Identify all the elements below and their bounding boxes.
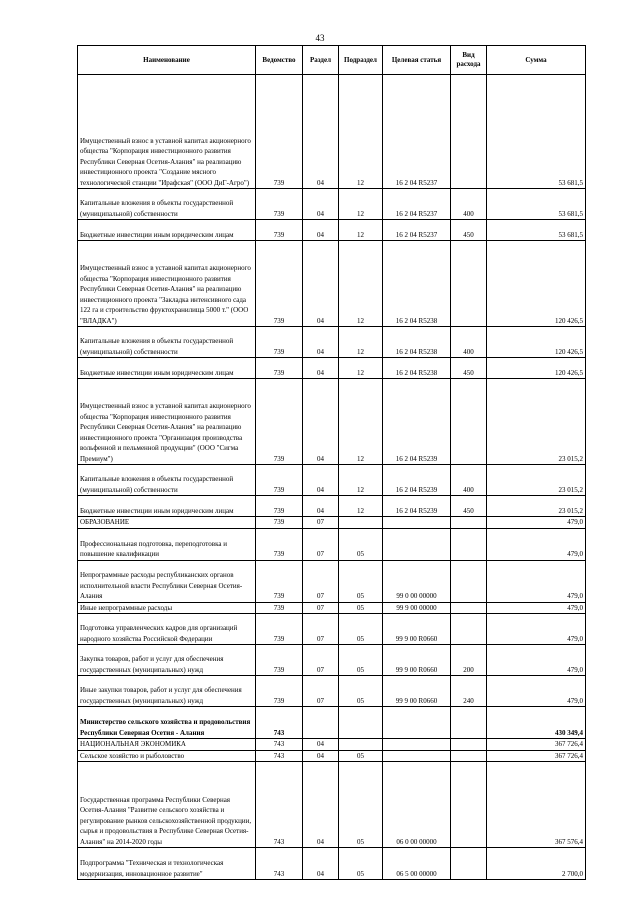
cell-expense-type: 450 bbox=[451, 358, 487, 379]
cell-name: Непрограммные расходы республиканских органов исполнительной власти Республики Северная Осетия-Алания bbox=[78, 560, 256, 602]
cell-subsection: 12 bbox=[339, 220, 383, 241]
cell-target-article: 99 9 00 R0660 bbox=[383, 676, 451, 707]
cell-department: 739 bbox=[256, 379, 303, 465]
cell-department: 739 bbox=[256, 220, 303, 241]
cell-amount: 53 681,5 bbox=[487, 75, 586, 189]
table-row bbox=[78, 602, 586, 614]
cell-department: 743 bbox=[256, 848, 303, 880]
cell-expense-type bbox=[451, 75, 487, 189]
cell-expense-type bbox=[451, 602, 487, 614]
cell-subsection: 12 bbox=[339, 358, 383, 379]
cell-section: 04 bbox=[303, 220, 339, 241]
cell-department: 739 bbox=[256, 189, 303, 220]
cell-department: 739 bbox=[256, 602, 303, 614]
cell-target-article: 16 2 04 R5239 bbox=[383, 496, 451, 517]
cell-department: 739 bbox=[256, 327, 303, 358]
cell-name: Капитальные вложения в объекты государственной (муниципальной) собственности bbox=[78, 189, 256, 220]
table-row bbox=[78, 739, 586, 751]
table-row bbox=[78, 75, 586, 189]
cell-section: 04 bbox=[303, 379, 339, 465]
cell-expense-type: 200 bbox=[451, 645, 487, 676]
cell-name: Сельское хозяйство и рыболовство bbox=[78, 750, 256, 762]
cell-expense-type: 400 bbox=[451, 189, 487, 220]
cell-amount: 23 015,2 bbox=[487, 465, 586, 496]
cell-name: ОБРАЗОВАНИЕ bbox=[78, 517, 256, 529]
cell-subsection: 05 bbox=[339, 645, 383, 676]
cell-name: Подпрограмма "Техническая и технологическая модернизация, инновационное развитие" bbox=[78, 848, 256, 880]
cell-section: 04 bbox=[303, 465, 339, 496]
cell-target-article bbox=[383, 528, 451, 560]
table-row bbox=[78, 496, 586, 517]
header-section: Раздел bbox=[303, 46, 339, 75]
cell-name: Имущественный взнос в уставной капитал акционерного общества "Корпорация инвестиционного развития Республики Северная Осетия-Алания" на реализацию инвестиционного проекта "Создание мясного технологической станции "Ирафская" (ООО ДиГ-Агро") bbox=[78, 75, 256, 189]
cell-section: 04 bbox=[303, 739, 339, 751]
header-expense-type: Вид расхода bbox=[451, 46, 487, 75]
cell-subsection bbox=[339, 707, 383, 739]
cell-subsection bbox=[339, 517, 383, 529]
cell-target-article: 16 2 04 R5238 bbox=[383, 241, 451, 327]
cell-department: 739 bbox=[256, 676, 303, 707]
cell-amount: 23 015,2 bbox=[487, 379, 586, 465]
cell-section: 07 bbox=[303, 614, 339, 645]
header-name: Наименование bbox=[78, 46, 256, 75]
table-row bbox=[78, 241, 586, 327]
cell-section: 04 bbox=[303, 327, 339, 358]
header-department: Ведомство bbox=[256, 46, 303, 75]
cell-expense-type: 240 bbox=[451, 676, 487, 707]
cell-target-article bbox=[383, 517, 451, 529]
cell-subsection: 12 bbox=[339, 379, 383, 465]
cell-department: 739 bbox=[256, 496, 303, 517]
cell-target-article: 99 0 00 00000 bbox=[383, 560, 451, 602]
cell-section: 04 bbox=[303, 750, 339, 762]
cell-amount: 120 426,5 bbox=[487, 358, 586, 379]
cell-amount: 367 726,4 bbox=[487, 750, 586, 762]
cell-section: 07 bbox=[303, 528, 339, 560]
cell-amount: 479,0 bbox=[487, 676, 586, 707]
cell-amount: 53 681,5 bbox=[487, 220, 586, 241]
cell-name: Иные закупки товаров, работ и услуг для обеспечения государственных (муниципальных) нужд bbox=[78, 676, 256, 707]
table-row bbox=[78, 750, 586, 762]
cell-target-article: 16 2 04 R5237 bbox=[383, 189, 451, 220]
cell-department: 739 bbox=[256, 528, 303, 560]
cell-section: 07 bbox=[303, 560, 339, 602]
cell-name: Бюджетные инвестиции иным юридическим лицам bbox=[78, 496, 256, 517]
cell-name: Имущественный взнос в уставной капитал акционерного общества "Корпорация инвестиционного развития Республики Северная Осетия-Алания" на реализацию инвестиционного проекта "Закладка интенсивного сада 122 га и строительство фруктохранилища 5000 т." (ООО "ВЛАДКА") bbox=[78, 241, 256, 327]
cell-expense-type: 400 bbox=[451, 465, 487, 496]
table-row bbox=[78, 707, 586, 739]
cell-department: 739 bbox=[256, 465, 303, 496]
cell-amount: 53 681,5 bbox=[487, 189, 586, 220]
cell-target-article: 16 2 04 R5239 bbox=[383, 379, 451, 465]
cell-expense-type: 450 bbox=[451, 496, 487, 517]
cell-amount: 2 700,0 bbox=[487, 848, 586, 880]
cell-amount: 120 426,5 bbox=[487, 241, 586, 327]
cell-name: Государственная программа Республики Северная Осетия-Алания "Развитие сельского хозяйства и регулирование рынков сельскохозяйственной продукции, сырья и продовольствия в Республике Северная Осетия-Алания" на 2014-2020 годы bbox=[78, 762, 256, 848]
cell-subsection bbox=[339, 739, 383, 751]
table-row bbox=[78, 189, 586, 220]
cell-section: 04 bbox=[303, 241, 339, 327]
cell-name: Министерство сельского хозяйства и продовольствия Республики Северная Осетия - Алания bbox=[78, 707, 256, 739]
cell-expense-type bbox=[451, 517, 487, 529]
cell-section: 04 bbox=[303, 848, 339, 880]
cell-target-article bbox=[383, 739, 451, 751]
table-row bbox=[78, 379, 586, 465]
table-row bbox=[78, 358, 586, 379]
cell-amount: 479,0 bbox=[487, 602, 586, 614]
cell-section: 04 bbox=[303, 189, 339, 220]
cell-amount: 430 349,4 bbox=[487, 707, 586, 739]
cell-amount: 479,0 bbox=[487, 517, 586, 529]
cell-subsection: 12 bbox=[339, 241, 383, 327]
cell-subsection: 05 bbox=[339, 750, 383, 762]
cell-amount: 120 426,5 bbox=[487, 327, 586, 358]
cell-expense-type bbox=[451, 379, 487, 465]
cell-subsection: 05 bbox=[339, 614, 383, 645]
table-row bbox=[78, 220, 586, 241]
cell-department: 739 bbox=[256, 560, 303, 602]
cell-amount: 367 726,4 bbox=[487, 739, 586, 751]
table-row bbox=[78, 465, 586, 496]
cell-amount: 479,0 bbox=[487, 614, 586, 645]
cell-department: 743 bbox=[256, 707, 303, 739]
table-header-row bbox=[78, 46, 586, 75]
cell-section: 04 bbox=[303, 762, 339, 848]
cell-name: Иные непрограммные расходы bbox=[78, 602, 256, 614]
table-row bbox=[78, 327, 586, 358]
cell-subsection: 05 bbox=[339, 676, 383, 707]
budget-table bbox=[77, 45, 586, 880]
cell-subsection: 05 bbox=[339, 762, 383, 848]
table-row bbox=[78, 517, 586, 529]
cell-department: 743 bbox=[256, 750, 303, 762]
cell-department: 743 bbox=[256, 762, 303, 848]
table-body bbox=[78, 75, 586, 880]
cell-target-article: 16 2 04 R5238 bbox=[383, 327, 451, 358]
cell-expense-type bbox=[451, 848, 487, 880]
cell-section: 07 bbox=[303, 517, 339, 529]
cell-amount: 479,0 bbox=[487, 528, 586, 560]
cell-subsection: 12 bbox=[339, 465, 383, 496]
cell-expense-type: 400 bbox=[451, 327, 487, 358]
cell-section: 04 bbox=[303, 75, 339, 189]
table-row bbox=[78, 528, 586, 560]
cell-subsection: 05 bbox=[339, 848, 383, 880]
cell-subsection: 12 bbox=[339, 75, 383, 189]
cell-target-article: 16 2 04 R5237 bbox=[383, 220, 451, 241]
cell-section bbox=[303, 707, 339, 739]
cell-name: Бюджетные инвестиции иным юридическим лицам bbox=[78, 358, 256, 379]
cell-target-article: 99 9 00 R0660 bbox=[383, 614, 451, 645]
cell-name: Имущественный взнос в уставной капитал акционерного общества "Корпорация инвестиционного развития Республики Северная Осетия-Алания" на реализацию инвестиционного проекта "Организация производства вольфенной и пельменной продукции" (ООО "Сигма Премиум") bbox=[78, 379, 256, 465]
cell-target-article: 06 5 00 00000 bbox=[383, 848, 451, 880]
cell-amount: 479,0 bbox=[487, 645, 586, 676]
cell-department: 739 bbox=[256, 517, 303, 529]
cell-expense-type bbox=[451, 528, 487, 560]
cell-section: 04 bbox=[303, 358, 339, 379]
cell-amount: 479,0 bbox=[487, 560, 586, 602]
cell-target-article bbox=[383, 750, 451, 762]
cell-amount: 23 015,2 bbox=[487, 496, 586, 517]
cell-section: 07 bbox=[303, 676, 339, 707]
table-row bbox=[78, 848, 586, 880]
cell-target-article bbox=[383, 707, 451, 739]
cell-department: 739 bbox=[256, 241, 303, 327]
cell-target-article: 99 9 00 R0660 bbox=[383, 645, 451, 676]
cell-expense-type bbox=[451, 560, 487, 602]
cell-name: Бюджетные инвестиции иным юридическим лицам bbox=[78, 220, 256, 241]
header-target-article: Целевая статья bbox=[383, 46, 451, 75]
cell-target-article: 99 9 00 00000 bbox=[383, 602, 451, 614]
cell-name: Капитальные вложения в объекты государственной (муниципальной) собственности bbox=[78, 465, 256, 496]
cell-expense-type bbox=[451, 762, 487, 848]
cell-department: 743 bbox=[256, 739, 303, 751]
cell-target-article: 16 2 04 R5237 bbox=[383, 75, 451, 189]
header-amount: Сумма bbox=[487, 46, 586, 75]
cell-expense-type: 450 bbox=[451, 220, 487, 241]
cell-subsection: 12 bbox=[339, 496, 383, 517]
cell-section: 04 bbox=[303, 496, 339, 517]
cell-name: Профессиональная подготовка, переподготовка и повышение квалификации bbox=[78, 528, 256, 560]
cell-expense-type bbox=[451, 614, 487, 645]
cell-section: 07 bbox=[303, 602, 339, 614]
cell-department: 739 bbox=[256, 614, 303, 645]
cell-target-article: 06 0 00 00000 bbox=[383, 762, 451, 848]
cell-target-article: 16 2 04 R5238 bbox=[383, 358, 451, 379]
cell-department: 739 bbox=[256, 645, 303, 676]
table-row bbox=[78, 614, 586, 645]
cell-name: НАЦИОНАЛЬНАЯ ЭКОНОМИКА bbox=[78, 739, 256, 751]
cell-target-article: 16 2 04 R5239 bbox=[383, 465, 451, 496]
table-row bbox=[78, 762, 586, 848]
cell-expense-type bbox=[451, 739, 487, 751]
cell-expense-type bbox=[451, 750, 487, 762]
cell-department: 739 bbox=[256, 75, 303, 189]
header-subsection: Подраздел bbox=[339, 46, 383, 75]
cell-amount: 367 576,4 bbox=[487, 762, 586, 848]
cell-department: 739 bbox=[256, 358, 303, 379]
table-row bbox=[78, 676, 586, 707]
cell-expense-type bbox=[451, 707, 487, 739]
cell-name: Подготовка управленческих кадров для организаций народного хозяйства Российской Федерации bbox=[78, 614, 256, 645]
table-row bbox=[78, 645, 586, 676]
cell-subsection: 05 bbox=[339, 602, 383, 614]
page-number: 43 bbox=[315, 33, 325, 43]
cell-name: Закупка товаров, работ и услуг для обеспечения государственных (муниципальных) нужд bbox=[78, 645, 256, 676]
cell-subsection: 05 bbox=[339, 560, 383, 602]
cell-expense-type bbox=[451, 241, 487, 327]
cell-subsection: 12 bbox=[339, 189, 383, 220]
cell-subsection: 12 bbox=[339, 327, 383, 358]
cell-section: 07 bbox=[303, 645, 339, 676]
cell-name: Капитальные вложения в объекты государственной (муниципальной) собственности bbox=[78, 327, 256, 358]
cell-subsection: 05 bbox=[339, 528, 383, 560]
table-row bbox=[78, 560, 586, 602]
